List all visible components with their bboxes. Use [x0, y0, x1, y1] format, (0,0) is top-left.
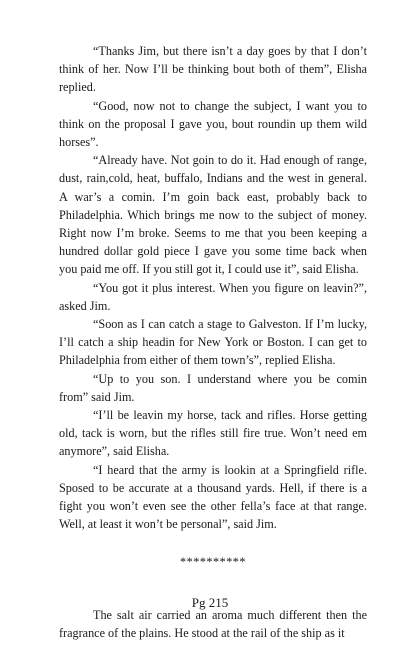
body-text: [59, 42, 367, 642]
scene-break: **********: [180, 555, 246, 570]
paragraph-after-break: The salt air carried an aroma much different then the fragrance of the plains. He stood at the rail of the ship as it: [59, 607, 367, 640]
paragraph-3: “Already have. Not goin to do it. Had enough of range, dust, rain,cold, heat, buffalo, Indians and the west in general. A war’s a comin. I’m goin back east, probably back to Philadelphia. Which brings me now to the subject of money. Right now I’m broke. Seems to me that you been keeping a hundred dollar gold piece I gave you some time back when you paid me off. If you still got it, I could use it”, said Elisha.: [59, 153, 367, 277]
paragraph-1: “Thanks Jim, but there isn’t a day goes by that I don’t think of her. Now I’ll be thinking bout both of them”, Elisha replied.: [59, 44, 367, 95]
paragraph-4: “You got it plus interest. When you figure on leavin?”, asked Jim.: [59, 280, 367, 313]
paragraph-8: “I heard that the army is lookin at a Springfield rifle. Sposed to be accurate at a thousand yards. Hell, if there is a fight you won’t even see the other fella’s face at that range. Well, at least it won’t be personal”, said Jim.: [59, 462, 367, 532]
paragraph-2: “Good, now not to change the subject, I want you to think on the proposal I gave you, bout roundin up them wild horses”.: [59, 98, 367, 150]
paragraph-5: “Soon as I can catch a stage to Galveston. If I’m lucky, I’ll catch a ship headin for New York or Boston. I can get to Philadelphia from either of them town’s”, replied Elisha.: [59, 317, 367, 368]
page-number: Pg 215: [191, 595, 229, 610]
paragraph-7: “I’ll be leavin my horse, tack and rifles. Horse getting old, tack is worn, but the rifles still fire true. Won’t need em anymore”, said Elisha.: [59, 408, 367, 459]
paragraph-6: “Up to you son. I understand where you be comin from” said Jim.: [59, 371, 367, 404]
